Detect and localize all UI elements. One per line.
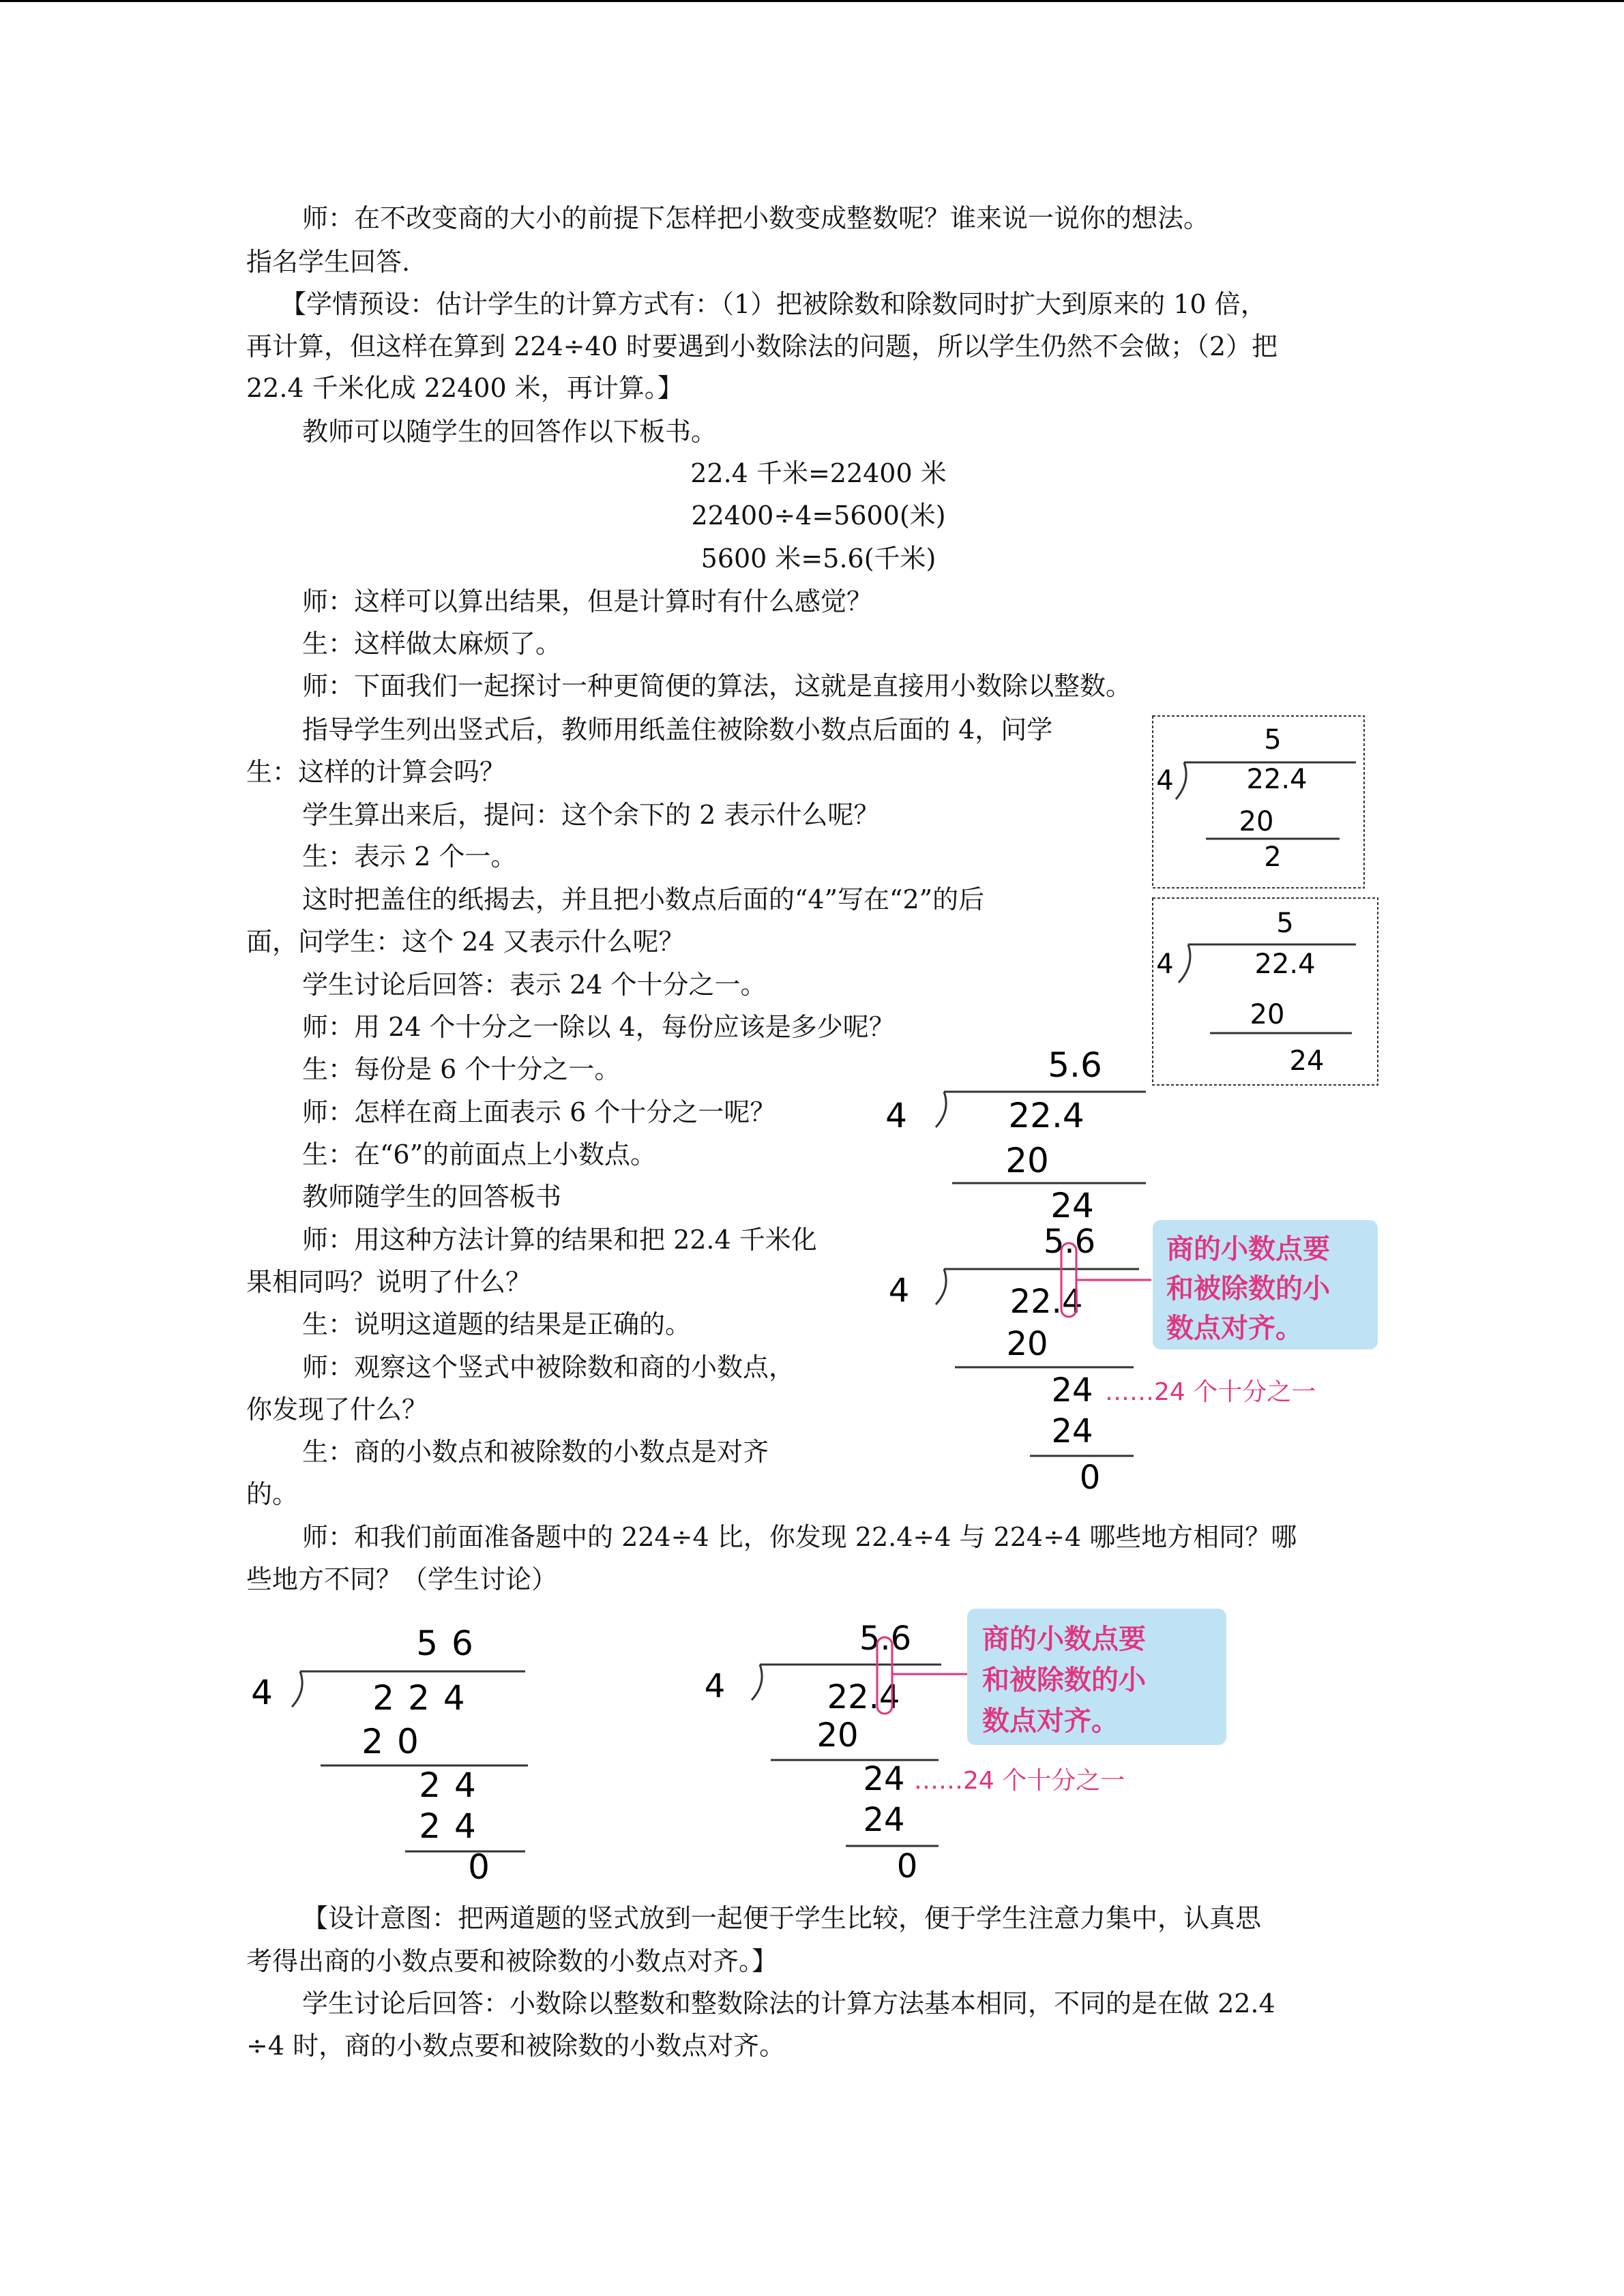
divisor: 4 <box>885 1096 907 1135</box>
quotient: 5 <box>1276 908 1294 939</box>
dividend: 224 <box>372 1678 479 1718</box>
divisor: 4 <box>704 1667 726 1705</box>
division-figure-5 <box>239 1620 539 1885</box>
quotient: 5.6 <box>1043 1223 1096 1261</box>
quotient: 56 <box>416 1624 487 1663</box>
division-figure-2 <box>1151 897 1381 1088</box>
division-figure-1 <box>1151 715 1367 891</box>
text-line: 考得出商的小数点要和被除数的小数点对齐。】 <box>246 1946 778 1976</box>
text-line: 生：这样的计算会吗？ <box>246 757 506 787</box>
remainder: 2 <box>1264 841 1282 873</box>
formula-line: 22400÷4=5600(米) <box>691 501 946 531</box>
step-product: 20 <box>1006 1325 1048 1363</box>
callout-line: 数点对齐。 <box>982 1705 1119 1737</box>
division-figure-3 <box>880 1047 1150 1231</box>
division-figure-4 <box>880 1217 1398 1504</box>
text-line: 再计算，但这样在算到 224÷40 时要遇到小数除法的问题，所以学生仍然不会做；（2）把 <box>246 331 1278 361</box>
step-product: 20 <box>1005 1141 1049 1180</box>
final-remainder: 0 <box>1079 1459 1101 1497</box>
dividend: 22.4 <box>827 1678 900 1716</box>
text-line: 22.4 千米化成 22400 米，再计算。】 <box>246 373 683 403</box>
dividend: 22.4 <box>1254 949 1316 980</box>
remainder: 24 <box>1289 1045 1325 1077</box>
text-line: 师：在不改变商的大小的前提下怎样把小数变成整数呢？谁来说一说你的想法。 <box>302 203 1210 233</box>
quotient: 5.6 <box>1048 1045 1102 1085</box>
formula-line: 5600 米=5.6(千米) <box>700 543 936 573</box>
step-remainder: 24 <box>1051 1371 1093 1410</box>
text-line: 【设计意图：把两道题的竖式放到一起便于学生比较，便于学生注意力集中，认真思 <box>302 1903 1262 1933</box>
divisor: 4 <box>1156 949 1174 980</box>
callout-line: 和被除数的小 <box>982 1665 1146 1696</box>
text-line: 生：这样做太麻烦了。 <box>302 629 562 659</box>
text-line: 学生讨论后回答：小数除以整数和整数除法的计算方法基本相同，不同的是在做 22.4 <box>302 1988 1275 2018</box>
text-line: 指导学生列出竖式后，教师用纸盖住被除数小数点后面的 4，问学 <box>302 715 1053 745</box>
annotation-note: ……24 个十分之一 <box>1105 1378 1316 1406</box>
text-line: 的。 <box>246 1479 299 1509</box>
annotation-note: ……24 个十分之一 <box>914 1767 1125 1795</box>
step-product: 24 <box>419 1806 490 1846</box>
text-line: 教师随学生的回答板书 <box>302 1182 562 1212</box>
step-remainder: 24 <box>419 1765 490 1805</box>
dividend: 22.4 <box>1009 1283 1083 1321</box>
text-line: 你发现了什么？ <box>246 1395 428 1425</box>
step-product: 20 <box>1239 806 1274 837</box>
final-remainder: 0 <box>896 1847 918 1885</box>
dividend: 22.4 <box>1008 1096 1084 1135</box>
callout-line: 和被除数的小 <box>1166 1273 1330 1304</box>
divisor: 4 <box>888 1272 910 1310</box>
callout-line: 数点对齐。 <box>1166 1313 1303 1344</box>
step-product: 20 <box>816 1716 859 1755</box>
page-top-border <box>0 0 1624 2</box>
divisor: 4 <box>1156 765 1174 796</box>
formula-line: 22.4 千米=22400 米 <box>690 458 947 488</box>
text-line: 师：这样可以算出结果，但是计算时有什么感觉？ <box>302 586 873 616</box>
step-product: 20 <box>1250 999 1285 1030</box>
text-line: 学生算出来后，提问：这个余下的 2 表示什么呢？ <box>302 800 880 830</box>
callout-line: 商的小数点要 <box>1166 1234 1330 1265</box>
text-line: 生：表示 2 个一。 <box>302 841 517 871</box>
final-remainder: 0 <box>468 1847 490 1887</box>
text-line: 指名学生回答. <box>246 247 411 277</box>
step-remainder: 24 <box>863 1760 905 1798</box>
quotient: 5 <box>1264 724 1282 756</box>
text-line: 面，问学生：这个 24 又表示什么呢？ <box>246 927 685 957</box>
quotient: 5.6 <box>859 1620 912 1658</box>
remainder: 24 <box>1050 1186 1094 1225</box>
text-line: 果相同吗？说明了什么？ <box>246 1267 532 1297</box>
text-line: 生：在“6”的前面点上小数点。 <box>302 1139 657 1169</box>
text-line: 师：用 24 个十分之一除以 4，每份应该是多少呢？ <box>302 1012 895 1042</box>
text-line: 生：说明这道题的结果是正确的。 <box>302 1309 692 1339</box>
text-line: 师：用这种方法计算的结果和把 22.4 千米化 <box>302 1225 817 1255</box>
text-line: 些地方不同？（学生讨论） <box>246 1564 558 1594</box>
dividend: 22.4 <box>1246 764 1308 795</box>
text-line: 【学情预设：估计学生的计算方式有：（1）把被除数和除数同时扩大到原来的 10 倍， <box>280 289 1267 319</box>
step-product: 24 <box>863 1801 905 1839</box>
text-line: 师：怎样在商上面表示 6 个十分之一呢？ <box>302 1097 776 1127</box>
division-figure-6 <box>696 1606 1241 1885</box>
step-product: 24 <box>1051 1412 1093 1450</box>
text-line: 师：下面我们一起探讨一种更简便的算法，这就是直接用小数除以整数。 <box>302 671 1132 701</box>
callout-line: 商的小数点要 <box>982 1624 1146 1655</box>
text-line: 这时把盖住的纸揭去，并且把小数点后面的“4”写在“2”的后 <box>302 884 985 914</box>
text-line: 师：观察这个竖式中被除数和商的小数点， <box>302 1352 795 1382</box>
text-line: 生：商的小数点和被除数的小数点是对齐 <box>302 1437 769 1467</box>
step-product: 20 <box>361 1722 432 1761</box>
divisor: 4 <box>251 1673 273 1712</box>
text-line: ÷4 时，商的小数点要和被除数的小数点对齐。 <box>246 2031 786 2061</box>
text-line: 学生讨论后回答：表示 24 个十分之一。 <box>302 970 767 1000</box>
text-line: 师：和我们前面准备题中的 224÷4 比，你发现 22.4÷4 与 224÷4 哪些地方相同？哪 <box>302 1522 1297 1552</box>
text-line: 生：每份是 6 个十分之一。 <box>302 1054 621 1084</box>
text-line: 教师可以随学生的回答作以下板书。 <box>302 417 718 447</box>
